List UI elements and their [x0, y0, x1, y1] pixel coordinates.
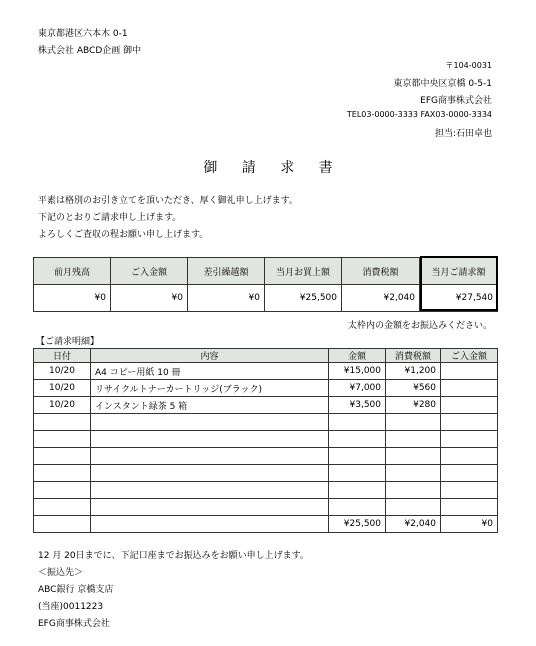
recipient-name: 株式会社 ABCD企画	[38, 46, 121, 56]
table-row	[34, 448, 498, 465]
row-paid-cell	[441, 414, 498, 431]
row-paid-cell	[441, 499, 498, 516]
sender-postal: 〒104-0031	[445, 61, 492, 70]
sender-person: 担当:石田卓也	[434, 129, 492, 139]
summary-value-carryover: ¥0	[188, 285, 265, 312]
summary-value-tax: ¥2,040	[342, 285, 420, 312]
row-paid-cell	[441, 465, 498, 482]
row-tax-cell	[386, 482, 441, 499]
row-amount-cell	[329, 431, 386, 448]
details-header-row	[34, 349, 498, 363]
details-header-date: 日付	[34, 349, 91, 363]
details-table	[33, 348, 498, 533]
summary-table	[33, 257, 498, 312]
details-totals-blank-item	[91, 516, 329, 533]
details-total-paid: ¥0	[441, 516, 498, 533]
row-item-cell: インスタント緑茶 5 箱	[91, 397, 329, 414]
row-tax-cell: ¥280	[386, 397, 441, 414]
greeting-line-2: 下記のとおりご請求申し上げます。	[38, 213, 182, 223]
row-item-cell	[91, 465, 329, 482]
row-item-cell	[91, 499, 329, 516]
row-date-cell: 10/20	[34, 397, 91, 414]
payment-deadline: 12 月 20日までに、下記口座までお振込みをお願い申し上げます。	[38, 551, 309, 561]
sender-company: EFG商事株式会社	[420, 96, 492, 106]
summary-header-carryover: 差引繰越額	[188, 258, 265, 285]
row-amount-cell	[329, 499, 386, 516]
sender-contact: TEL03-0000-3333 FAX03-0000-3334	[346, 110, 492, 119]
row-amount-cell	[329, 465, 386, 482]
summary-header-payment: ご入金額	[111, 258, 188, 285]
row-date-cell	[34, 414, 91, 431]
summary-value-billing: ¥27,540	[420, 285, 498, 312]
row-amount-cell	[329, 482, 386, 499]
table-row	[34, 363, 498, 380]
summary-header-prev-balance: 前月残高	[34, 258, 111, 285]
table-row	[34, 380, 498, 397]
row-item-cell: A4 コピー用紙 10 冊	[91, 363, 329, 380]
summary-value-payment: ¥0	[111, 285, 188, 312]
row-date-cell: 10/20	[34, 363, 91, 380]
row-amount-cell: ¥3,500	[329, 397, 386, 414]
greeting-line-1: 平素は格別のお引き立てを頂いただき、厚く御礼申し上げます。	[38, 196, 298, 206]
details-header-tax: 消費税額	[386, 349, 441, 363]
transfer-label: ＜振込先＞	[38, 568, 84, 578]
row-date-cell	[34, 465, 91, 482]
account-holder: EFG商事株式会社	[38, 619, 110, 629]
row-item-cell: リサイクルトナーカートリッジ(ブラック)	[91, 380, 329, 397]
row-tax-cell	[386, 414, 441, 431]
table-row	[34, 482, 498, 499]
summary-value-row	[34, 285, 498, 312]
recipient-address: 東京都港区六本木 0-1	[38, 29, 128, 39]
bank-name: ABC銀行 京橋支店	[38, 585, 114, 595]
row-tax-cell	[386, 431, 441, 448]
summary-header-purchases: 当月お買上額	[265, 258, 342, 285]
details-total-amount: ¥25,500	[329, 516, 386, 533]
table-row	[34, 414, 498, 431]
sender-address: 東京都中央区京橋 0-5-1	[393, 79, 492, 89]
summary-header-billing: 当月ご請求額	[420, 258, 498, 285]
row-paid-cell	[441, 363, 498, 380]
row-item-cell	[91, 431, 329, 448]
row-amount-cell: ¥15,000	[329, 363, 386, 380]
row-paid-cell	[441, 482, 498, 499]
details-header-amount: 金額	[329, 349, 386, 363]
details-totals-blank-date	[34, 516, 91, 533]
row-tax-cell	[386, 499, 441, 516]
summary-header-tax: 消費税額	[342, 258, 420, 285]
row-paid-cell	[441, 380, 498, 397]
table-row	[34, 499, 498, 516]
row-tax-cell: ¥560	[386, 380, 441, 397]
row-date-cell	[34, 448, 91, 465]
details-section-label: 【ご請求明細】	[36, 337, 100, 347]
row-amount-cell: ¥7,000	[329, 380, 386, 397]
details-totals-row	[34, 516, 498, 533]
table-row	[34, 431, 498, 448]
details-header-item: 内容	[91, 349, 329, 363]
summary-value-purchases: ¥25,500	[265, 285, 342, 312]
row-paid-cell	[441, 431, 498, 448]
row-paid-cell	[441, 448, 498, 465]
row-item-cell	[91, 482, 329, 499]
row-date-cell	[34, 499, 91, 516]
row-tax-cell	[386, 465, 441, 482]
table-row	[34, 465, 498, 482]
row-item-cell	[91, 414, 329, 431]
table-row	[34, 397, 498, 414]
row-tax-cell	[386, 448, 441, 465]
account-number: (当座)0011223	[38, 602, 104, 612]
summary-header-row	[34, 258, 498, 285]
details-total-tax: ¥2,040	[386, 516, 441, 533]
document-title: 御 請 求 書	[203, 160, 343, 176]
details-header-paid: ご入金額	[441, 349, 498, 363]
recipient-name-line	[38, 43, 141, 56]
greeting-line-3: よろしくご査収の程お願い申し上げます。	[38, 230, 209, 240]
recipient-honorific: 御中	[123, 46, 142, 56]
row-paid-cell	[441, 397, 498, 414]
row-date-cell: 10/20	[34, 380, 91, 397]
summary-value-prev-balance: ¥0	[34, 285, 111, 312]
row-amount-cell	[329, 448, 386, 465]
row-date-cell	[34, 431, 91, 448]
row-date-cell	[34, 482, 91, 499]
row-amount-cell	[329, 414, 386, 431]
row-tax-cell: ¥1,200	[386, 363, 441, 380]
row-item-cell	[91, 448, 329, 465]
summary-note: 太枠内の金額をお振込みください。	[347, 321, 492, 331]
